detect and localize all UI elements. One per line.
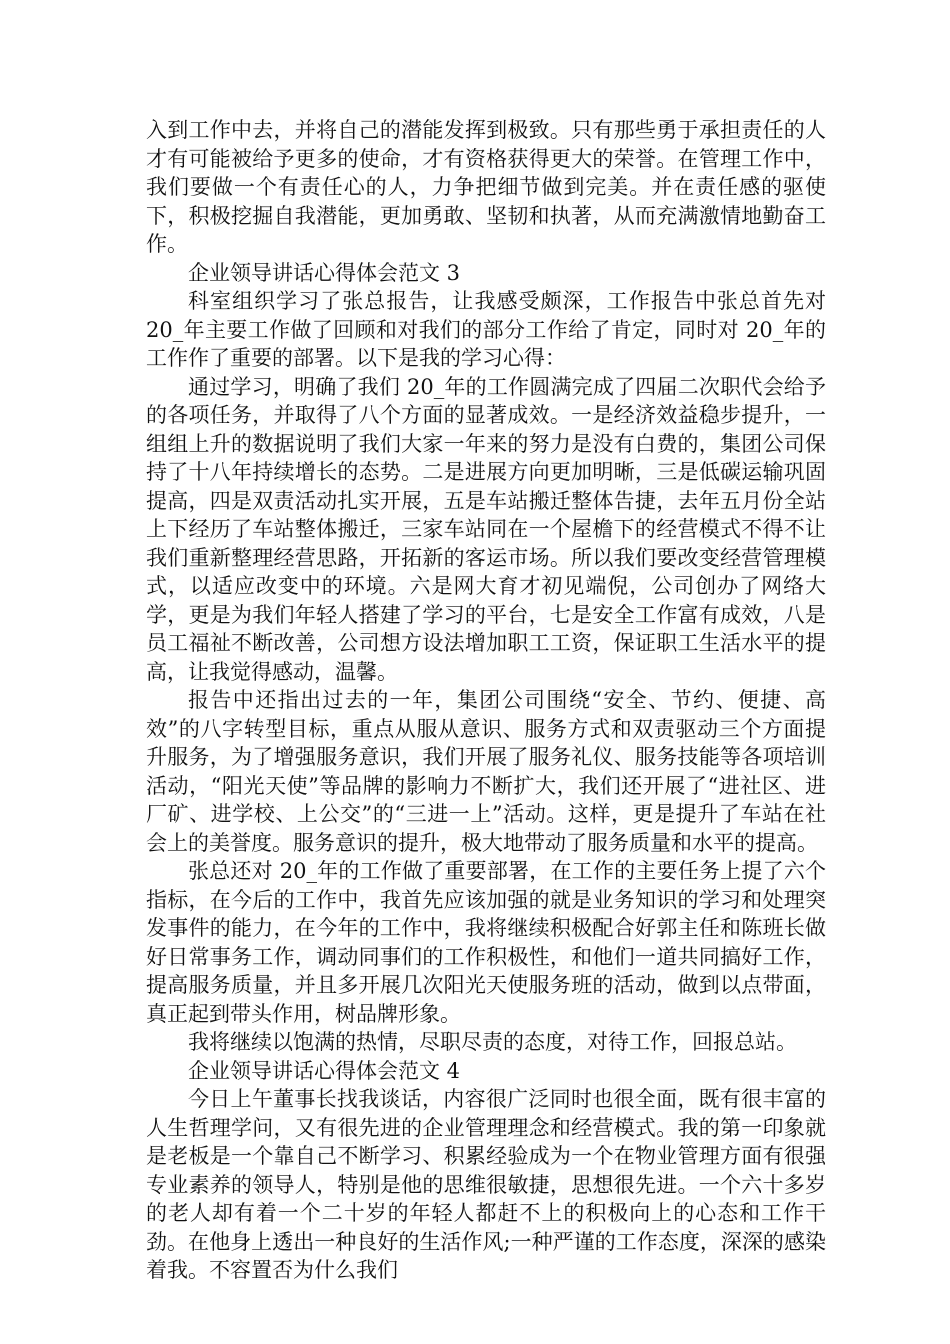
paragraph: 今日上午董事长找我谈话，内容很广泛同时也很全面，既有很丰富的人生哲理学问，又有很先进的企业管理理念和经营模式。我的第一印象就是老板是一个靠自己不断学习、积累经验成为一个在物业管理方面有很强专业素养的领导人，特别是他的思维很敏捷，思想很先进。一个六十多岁的老人却有着一个二十岁的年轻人都赶不上的积极向上的心态和工作干劲。在他身上透出一种良好的生活作风;一种严谨的工作态度，深深的感染着我。不容置否为什么我们 — [146, 1087, 826, 1282]
document-page — [146, 116, 826, 1285]
paragraph: 我将继续以饱满的热情，尽职尽责的态度，对待工作，回报总站。 — [188, 1030, 797, 1054]
paragraph: 报告中还指出过去的一年，集团公司围绕“安全、节约、便捷、高效”的八字转型目标，重点从服从意识、服务方式和双责驱动三个方面提升服务，为了增强服务意识，我们开展了服务礼仪、服务技能等各项培训活动，“阳光天使”等品牌的影响力不断扩大，我们还开展了“进社区、进厂矿、进学校、上公交”的“三进一上”活动。这样，更是提升了车站在社会上的美誉度。服务意识的提升，极大地带动了服务质量和水平的提高。 — [146, 688, 826, 855]
section-heading-4: 企业领导讲话心得体会范文 4 — [188, 1058, 461, 1083]
paragraph-continuation: 入到工作中去，并将自己的潜能发挥到极致。只有那些勇于承担责任的人才有可能被给予更多的使命，才有资格获得更大的荣誉。在管理工作中，我们要做一个有责任心的人，力争把细节做到完美。并在责任感的驱使下，积极挖掘自我潜能，更加勇敢、坚韧和执著，从而充满激情地勤奋工作。 — [146, 118, 826, 256]
paragraph: 通过学习，明确了我们 20_年的工作圆满完成了四届二次职代会给予的各项任务，并取得了八个方面的显著成效。一是经济效益稳步提升，一组组上升的数据说明了我们大家一年来的努力是没有白费的，集团公司保持了十八年持续增长的态势。二是进展方向更加明晰，三是低碳运输巩固提高，四是双责活动扎实开展，五是车站搬迁整体告捷，去年五月份全站上下经历了车站整体搬迁，三家车站同在一个屋檐下的经营模式不得不让我们重新整理经营思路，开拓新的客运市场。所以我们要改变经营管理模式，以适应改变中的环境。六是网大育才初见端倪，公司创办了网络大学，更是为我们年轻人搭建了学习的平台，七是安全工作富有成效，八是员工福祉不断改善，公司想方设法增加职工工资，保证职工生活水平的提高，让我觉得感动，温馨。 — [146, 374, 826, 684]
paragraph: 科室组织学习了张总报告，让我感受颇深，工作报告中张总首先对 20_年主要工作做了回顾和对我们的部分工作给了肯定，同时对 20_年的工作作了重要的部署。以下是我的学习心得： — [146, 289, 826, 370]
paragraph: 张总还对 20_年的工作做了重要部署，在工作的主要任务上提了六个指标，在今后的工作中，我首先应该加强的就是业务知识的学习和处理突发事件的能力，在今年的工作中，我将继续积极配合好郭主任和陈班长做好日常事务工作，调动同事们的工作积极性，和他们一道共同搞好工作，提高服务质量，并且多开展几次阳光天使服务班的活动，做到以点带面，真正起到带头作用，树品牌形象。 — [146, 859, 826, 1026]
section-heading-3: 企业领导讲话心得体会范文 3 — [188, 260, 461, 285]
